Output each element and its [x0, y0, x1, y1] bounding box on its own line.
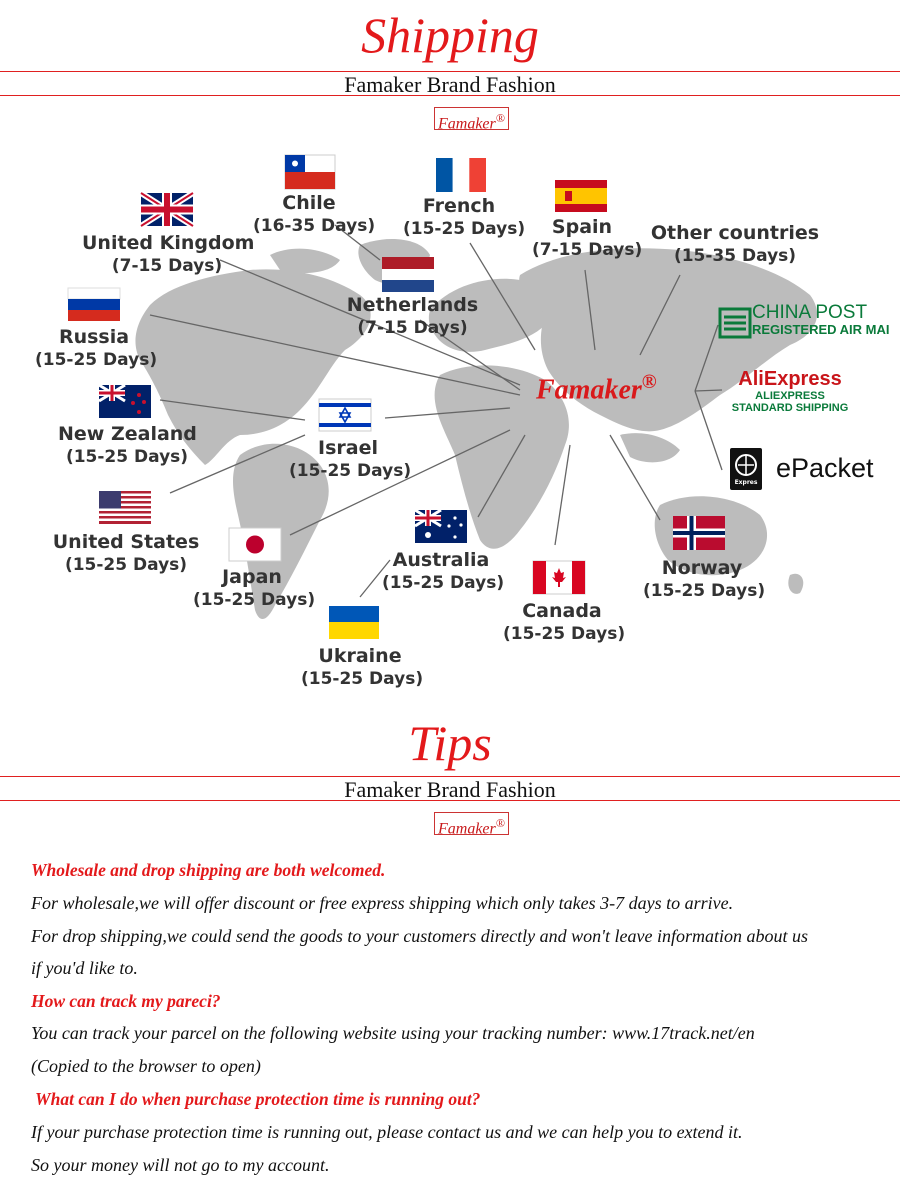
russia-flag-icon	[68, 288, 120, 321]
aliexpress-carrier	[728, 368, 852, 414]
delivery-days: (15-25 Days)	[193, 590, 316, 610]
country-name: Other countries	[650, 222, 820, 244]
country-label-chile	[253, 192, 376, 238]
country-name: Ukraine	[318, 645, 402, 667]
shipping-title: Shipping	[361, 7, 539, 63]
usa-flag-icon	[99, 491, 151, 524]
delivery-days: (15-25 Days)	[64, 555, 188, 575]
tips-heading: How can track my pareci?	[31, 991, 221, 1011]
china-post-name: CHINA POST	[752, 302, 868, 323]
country-label-spain	[532, 216, 643, 262]
country-label-russia	[35, 326, 158, 372]
tips-line: For drop shipping,we could send the goods to your customers directly and won't leave information about us	[31, 926, 808, 946]
japan-flag-icon	[229, 528, 281, 561]
country-name: Netherlands	[346, 294, 479, 316]
delivery-days: (15-25 Days)	[289, 461, 412, 481]
country-label-japan	[193, 566, 316, 612]
tips-heading: What can I do when purchase protection time is running out?	[31, 1089, 481, 1109]
israel-flag-icon	[319, 399, 371, 431]
tips-line: If your purchase protection time is running out, please contact us and we can help you to extend it.	[31, 1122, 743, 1142]
norway-flag-icon	[673, 516, 725, 550]
country-name: Russia	[58, 326, 130, 348]
country-label-uk	[82, 232, 255, 278]
country-name: Canada	[522, 600, 602, 622]
registered-mark: ®	[495, 816, 505, 830]
ukraine-flag-icon	[329, 606, 379, 639]
delivery-days: (15-25 Days)	[643, 581, 766, 601]
new-zealand-flag-icon	[99, 385, 151, 418]
country-label-netherlands	[345, 294, 480, 340]
aliexpress-sub: ALIEXPRESS	[755, 390, 825, 402]
delivery-days: (15-25 Days)	[503, 624, 626, 644]
indonesia-shape	[620, 433, 680, 462]
delivery-days: (7-15 Days)	[532, 240, 643, 260]
country-name: United Kingdom	[82, 232, 255, 254]
uk-flag-icon	[141, 193, 193, 226]
watermark-reg-mark: ®	[641, 371, 657, 393]
country-name: Norway	[661, 557, 743, 579]
country-name: Israel	[318, 437, 378, 459]
tips-title: Tips	[408, 715, 492, 771]
epacket-icon-text: Expres	[734, 479, 758, 486]
country-name: Japan	[222, 566, 282, 588]
country-name: Spain	[551, 216, 613, 238]
china-post-carrier	[752, 303, 889, 337]
country-name: French	[422, 195, 496, 217]
country-label-australia	[382, 549, 505, 595]
china-post-sub: REGISTERED AIR MAI	[752, 322, 890, 337]
australia-flag-icon	[415, 510, 467, 543]
tips-heading: Wholesale and drop shipping are both welcomed.	[31, 860, 386, 880]
tips-line: For wholesale,we will offer discount or free express shipping which only takes 3-7 days to arrive.	[31, 893, 734, 913]
delivery-days: (7-15 Days)	[111, 256, 223, 276]
world-map	[0, 135, 900, 700]
spain-flag-icon	[555, 180, 607, 212]
country-name: Chile	[282, 192, 336, 214]
arctic-shape	[270, 249, 340, 273]
country-label-new-zealand	[58, 423, 196, 469]
brand-badge	[434, 107, 509, 133]
country-name: United States	[52, 531, 200, 553]
country-name: New Zealand	[58, 423, 197, 445]
map-watermark	[536, 371, 657, 406]
tips-line: if you'd like to.	[31, 958, 138, 978]
chile-flag-icon	[285, 155, 335, 189]
brand-badge	[434, 812, 509, 838]
country-label-israel	[289, 437, 412, 483]
country-label-norway	[643, 557, 766, 603]
delivery-days: (15-25 Days)	[301, 669, 424, 689]
watermark-text: Famaker	[536, 374, 642, 406]
registered-mark: ®	[495, 111, 505, 125]
country-label-other	[650, 222, 820, 268]
country-label-canada	[503, 600, 626, 646]
country-name: Australia	[392, 549, 490, 571]
netherlands-flag-icon	[382, 257, 434, 292]
delivery-days: (15-35 Days)	[673, 246, 797, 266]
country-label-french	[403, 195, 526, 241]
delivery-days: (15-25 Days)	[65, 447, 189, 467]
epacket-carrier: ePacket	[776, 453, 874, 483]
aliexpress-sub: STANDARD SHIPPING	[731, 402, 849, 414]
tips-line: (Copied to the browser to open)	[31, 1056, 261, 1076]
divider	[0, 95, 900, 96]
nz-shape	[788, 574, 803, 594]
canada-flag-icon	[533, 561, 585, 594]
delivery-days: (16-35 Days)	[253, 216, 376, 236]
tips-line: You can track your parcel on the following website using your tracking number: www.17track.net/en	[31, 1023, 755, 1043]
brand-line: Famaker Brand Fashion	[344, 777, 556, 802]
divider	[0, 800, 900, 801]
delivery-days: (15-25 Days)	[35, 350, 158, 370]
delivery-days: (15-25 Days)	[382, 573, 505, 593]
delivery-days: (7-15 Days)	[357, 318, 468, 338]
france-flag-icon	[436, 158, 486, 192]
country-label-ukraine	[301, 645, 424, 691]
aliexpress-name: AliExpress	[738, 368, 842, 390]
delivery-days: (15-25 Days)	[403, 219, 526, 239]
badge-text: Famaker	[438, 820, 496, 838]
brand-line: Famaker Brand Fashion	[344, 72, 556, 97]
badge-text: Famaker	[438, 115, 496, 133]
country-label-united-states	[52, 531, 200, 577]
tips-line: So your money will not go to my account.	[31, 1155, 330, 1175]
